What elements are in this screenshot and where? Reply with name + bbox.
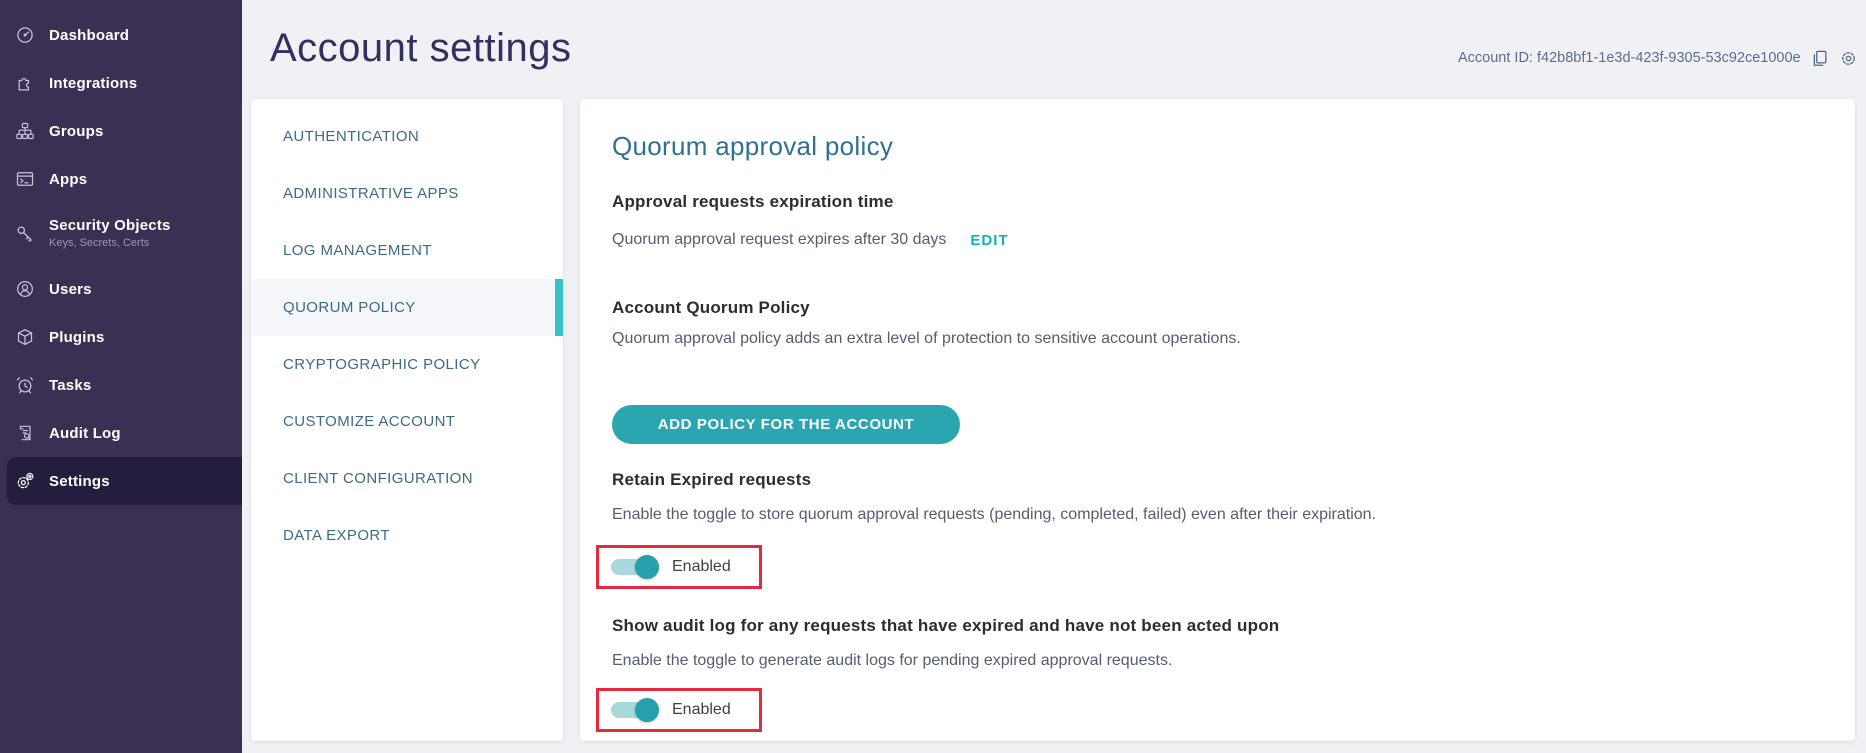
sidebar-item-label: Settings [49,472,110,490]
expiration-title: Approval requests expiration time [612,192,894,211]
toggle-knob [635,555,659,579]
tab-cryptographic-policy[interactable]: CRYPTOGRAPHIC POLICY [283,356,481,373]
expiration-description: Quorum approval request expires after 30 days [612,231,947,248]
settings-icon [14,470,36,492]
copy-icon[interactable] [1810,48,1830,68]
sidebar-item-apps[interactable] [0,155,242,203]
tab-quorum-policy[interactable]: QUORUM POLICY [251,279,563,336]
tasks-icon [14,374,36,396]
sidebar-item-label: Integrations [49,74,138,92]
sidebar-item-label: Users [49,280,92,298]
toggle-knob [635,698,659,722]
tab-customize-account[interactable]: CUSTOMIZE ACCOUNT [283,413,456,430]
sidebar-item-plugins[interactable] [0,313,242,361]
tab-client-configuration[interactable]: CLIENT CONFIGURATION [283,470,473,487]
retain-expired-title: Retain Expired requests [612,470,812,489]
tab-administrative-apps[interactable]: ADMINISTRATIVE APPS [283,185,459,202]
retain-expired-highlight-box [596,545,762,589]
sidebar-item-label: Plugins [49,328,105,346]
account-id-row [1458,48,1859,68]
quorum-policy-panel [580,99,1855,741]
audit-expired-toggle[interactable] [611,698,657,722]
retain-expired-toggle-label: Enabled [672,558,731,575]
account-id-value: Account ID: f42b8bf1-1e3d-423f-9305-53c92ce1000e [1458,50,1801,66]
edit-link[interactable]: EDIT [970,231,1009,249]
settings-nav [251,99,563,741]
gear-icon[interactable] [1839,48,1859,68]
expiration-row [612,231,1009,249]
audit-expired-toggle-label: Enabled [672,701,731,718]
add-policy-button[interactable]: ADD POLICY FOR THE ACCOUNT [612,405,960,444]
sidebar-item-label: Groups [49,122,104,140]
account-quorum-policy-title: Account Quorum Policy [612,298,810,317]
sidebar-item-security-objects[interactable] [0,203,242,265]
sidebar-item-audit-log[interactable] [0,409,242,457]
sidebar-item-users[interactable] [0,265,242,313]
sidebar-item-label: Dashboard [49,26,130,44]
sidebar-item-settings[interactable] [7,457,242,505]
sidebar-item-sublabel: Keys, Secrets, Certs [49,237,150,250]
security-objects-icon [14,223,36,245]
account-quorum-policy-description: Quorum approval policy adds an extra level of protection to sensitive account operations. [612,330,1241,347]
audit-expired-highlight-box [596,688,762,732]
panel-heading: Quorum approval policy [612,131,894,161]
audit-expired-description: Enable the toggle to generate audit logs for pending expired approval requests. [612,652,1173,669]
users-icon [14,278,36,300]
integrations-icon [14,72,36,94]
audit-log-icon [14,422,36,444]
tab-data-export[interactable]: DATA EXPORT [283,527,390,544]
dashboard-icon [14,24,36,46]
sidebar-item-label: Tasks [49,376,92,394]
tab-log-management[interactable]: LOG MANAGEMENT [283,242,432,259]
sidebar [0,0,242,753]
sidebar-item-label: Apps [49,170,88,188]
sidebar-item-dashboard[interactable] [0,11,242,59]
sidebar-item-groups[interactable] [0,107,242,155]
sidebar-item-label: Audit Log [49,424,121,442]
retain-expired-toggle[interactable] [611,555,657,579]
sidebar-item-integrations[interactable] [0,59,242,107]
plugins-icon [14,326,36,348]
tab-authentication[interactable]: AUTHENTICATION [283,128,420,145]
retain-expired-description: Enable the toggle to store quorum approval requests (pending, completed, failed) even after their expiration. [612,506,1377,523]
apps-icon [14,168,36,190]
groups-icon [14,120,36,142]
page-title: Account settings [270,26,572,70]
sidebar-item-tasks[interactable] [0,361,242,409]
audit-expired-title: Show audit log for any requests that have expired and have not been acted upon [612,616,1280,635]
sidebar-item-label: Security Objects [49,217,171,235]
